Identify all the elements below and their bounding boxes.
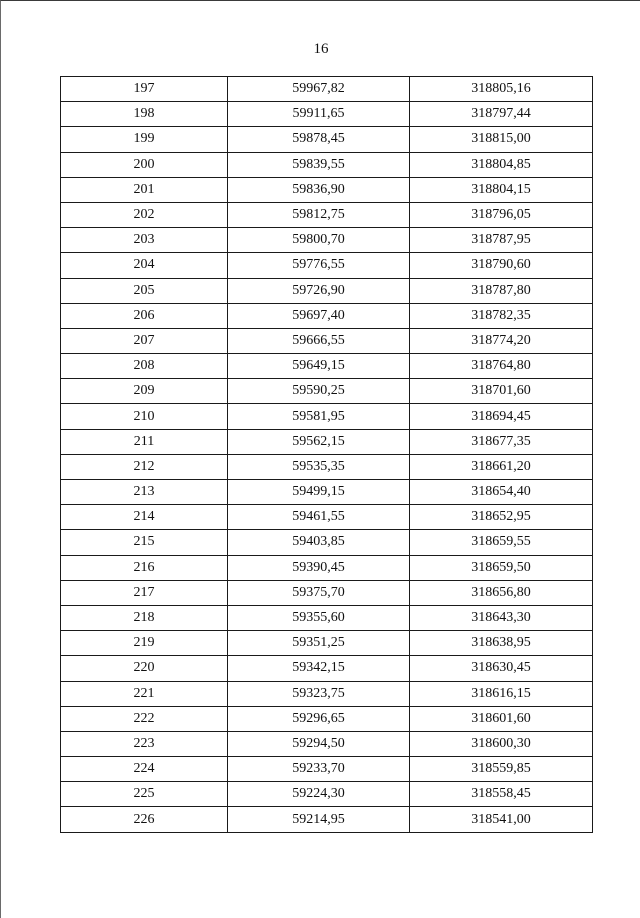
y-coordinate-cell: 318764,80 xyxy=(410,354,593,379)
point-number-cell: 215 xyxy=(61,530,228,555)
x-coordinate-cell: 59390,45 xyxy=(228,555,410,580)
table-row xyxy=(61,228,593,253)
table-row xyxy=(61,404,593,429)
point-number-cell: 199 xyxy=(61,127,228,152)
table-row xyxy=(61,530,593,555)
x-coordinate-cell: 59776,55 xyxy=(228,253,410,278)
x-coordinate-cell: 59355,60 xyxy=(228,605,410,630)
point-number-cell: 200 xyxy=(61,152,228,177)
y-coordinate-cell: 318787,95 xyxy=(410,228,593,253)
table-row xyxy=(61,731,593,756)
point-number-cell: 197 xyxy=(61,77,228,102)
table-row xyxy=(61,177,593,202)
x-coordinate-cell: 59375,70 xyxy=(228,580,410,605)
x-coordinate-cell: 59878,45 xyxy=(228,127,410,152)
table-row xyxy=(61,454,593,479)
point-number-cell: 216 xyxy=(61,555,228,580)
y-coordinate-cell: 318652,95 xyxy=(410,505,593,530)
table-row xyxy=(61,429,593,454)
y-coordinate-cell: 318797,44 xyxy=(410,102,593,127)
point-number-cell: 209 xyxy=(61,379,228,404)
x-coordinate-cell: 59296,65 xyxy=(228,706,410,731)
point-number-cell: 221 xyxy=(61,681,228,706)
x-coordinate-cell: 59562,15 xyxy=(228,429,410,454)
x-coordinate-cell: 59836,90 xyxy=(228,177,410,202)
point-number-cell: 218 xyxy=(61,605,228,630)
x-coordinate-cell: 59911,65 xyxy=(228,102,410,127)
point-number-cell: 220 xyxy=(61,656,228,681)
x-coordinate-cell: 59403,85 xyxy=(228,530,410,555)
y-coordinate-cell: 318630,45 xyxy=(410,656,593,681)
point-number-cell: 206 xyxy=(61,303,228,328)
y-coordinate-cell: 318787,80 xyxy=(410,278,593,303)
table-row xyxy=(61,782,593,807)
table-row xyxy=(61,656,593,681)
table-row xyxy=(61,278,593,303)
table-row xyxy=(61,202,593,227)
y-coordinate-cell: 318616,15 xyxy=(410,681,593,706)
table-row xyxy=(61,631,593,656)
y-coordinate-cell: 318661,20 xyxy=(410,454,593,479)
x-coordinate-cell: 59839,55 xyxy=(228,152,410,177)
y-coordinate-cell: 318559,85 xyxy=(410,757,593,782)
x-coordinate-cell: 59812,75 xyxy=(228,202,410,227)
x-coordinate-cell: 59649,15 xyxy=(228,354,410,379)
table-row xyxy=(61,253,593,278)
table-row xyxy=(61,328,593,353)
x-coordinate-cell: 59233,70 xyxy=(228,757,410,782)
x-coordinate-cell: 59294,50 xyxy=(228,731,410,756)
table-row xyxy=(61,77,593,102)
y-coordinate-cell: 318677,35 xyxy=(410,429,593,454)
point-number-cell: 213 xyxy=(61,480,228,505)
table-row xyxy=(61,807,593,832)
x-coordinate-cell: 59461,55 xyxy=(228,505,410,530)
point-number-cell: 217 xyxy=(61,580,228,605)
table-row xyxy=(61,555,593,580)
y-coordinate-cell: 318796,05 xyxy=(410,202,593,227)
point-number-cell: 205 xyxy=(61,278,228,303)
y-coordinate-cell: 318541,00 xyxy=(410,807,593,832)
table-row xyxy=(61,757,593,782)
y-coordinate-cell: 318558,45 xyxy=(410,782,593,807)
point-number-cell: 224 xyxy=(61,757,228,782)
point-number-cell: 208 xyxy=(61,354,228,379)
x-coordinate-cell: 59666,55 xyxy=(228,328,410,353)
x-coordinate-cell: 59499,15 xyxy=(228,480,410,505)
point-number-cell: 202 xyxy=(61,202,228,227)
x-coordinate-cell: 59967,82 xyxy=(228,77,410,102)
y-coordinate-cell: 318815,00 xyxy=(410,127,593,152)
y-coordinate-cell: 318804,15 xyxy=(410,177,593,202)
y-coordinate-cell: 318782,35 xyxy=(410,303,593,328)
point-number-cell: 212 xyxy=(61,454,228,479)
coordinates-table-body xyxy=(61,77,593,833)
y-coordinate-cell: 318643,30 xyxy=(410,605,593,630)
x-coordinate-cell: 59697,40 xyxy=(228,303,410,328)
y-coordinate-cell: 318601,60 xyxy=(410,706,593,731)
point-number-cell: 198 xyxy=(61,102,228,127)
point-number-cell: 207 xyxy=(61,328,228,353)
x-coordinate-cell: 59224,30 xyxy=(228,782,410,807)
table-row xyxy=(61,505,593,530)
table-row xyxy=(61,379,593,404)
point-number-cell: 223 xyxy=(61,731,228,756)
y-coordinate-cell: 318600,30 xyxy=(410,731,593,756)
x-coordinate-cell: 59535,35 xyxy=(228,454,410,479)
table-row xyxy=(61,102,593,127)
point-number-cell: 211 xyxy=(61,429,228,454)
table-row xyxy=(61,681,593,706)
point-number-cell: 210 xyxy=(61,404,228,429)
table-row xyxy=(61,605,593,630)
y-coordinate-cell: 318659,55 xyxy=(410,530,593,555)
point-number-cell: 203 xyxy=(61,228,228,253)
page-number: 16 xyxy=(313,41,329,57)
y-coordinate-cell: 318638,95 xyxy=(410,631,593,656)
x-coordinate-cell: 59800,70 xyxy=(228,228,410,253)
table-row xyxy=(61,303,593,328)
table-row xyxy=(61,580,593,605)
x-coordinate-cell: 59342,15 xyxy=(228,656,410,681)
y-coordinate-cell: 318659,50 xyxy=(410,555,593,580)
table-row xyxy=(61,480,593,505)
y-coordinate-cell: 318804,85 xyxy=(410,152,593,177)
y-coordinate-cell: 318694,45 xyxy=(410,404,593,429)
y-coordinate-cell: 318656,80 xyxy=(410,580,593,605)
y-coordinate-cell: 318701,60 xyxy=(410,379,593,404)
x-coordinate-cell: 59214,95 xyxy=(228,807,410,832)
x-coordinate-cell: 59726,90 xyxy=(228,278,410,303)
point-number-cell: 225 xyxy=(61,782,228,807)
point-number-cell: 204 xyxy=(61,253,228,278)
point-number-cell: 201 xyxy=(61,177,228,202)
table-row xyxy=(61,127,593,152)
x-coordinate-cell: 59323,75 xyxy=(228,681,410,706)
point-number-cell: 219 xyxy=(61,631,228,656)
table-row xyxy=(61,706,593,731)
x-coordinate-cell: 59590,25 xyxy=(228,379,410,404)
point-number-cell: 214 xyxy=(61,505,228,530)
x-coordinate-cell: 59581,95 xyxy=(228,404,410,429)
y-coordinate-cell: 318654,40 xyxy=(410,480,593,505)
table-row xyxy=(61,152,593,177)
point-number-cell: 226 xyxy=(61,807,228,832)
x-coordinate-cell: 59351,25 xyxy=(228,631,410,656)
y-coordinate-cell: 318790,60 xyxy=(410,253,593,278)
y-coordinate-cell: 318805,16 xyxy=(410,77,593,102)
coordinates-table xyxy=(60,76,593,833)
point-number-cell: 222 xyxy=(61,706,228,731)
table-row xyxy=(61,354,593,379)
y-coordinate-cell: 318774,20 xyxy=(410,328,593,353)
